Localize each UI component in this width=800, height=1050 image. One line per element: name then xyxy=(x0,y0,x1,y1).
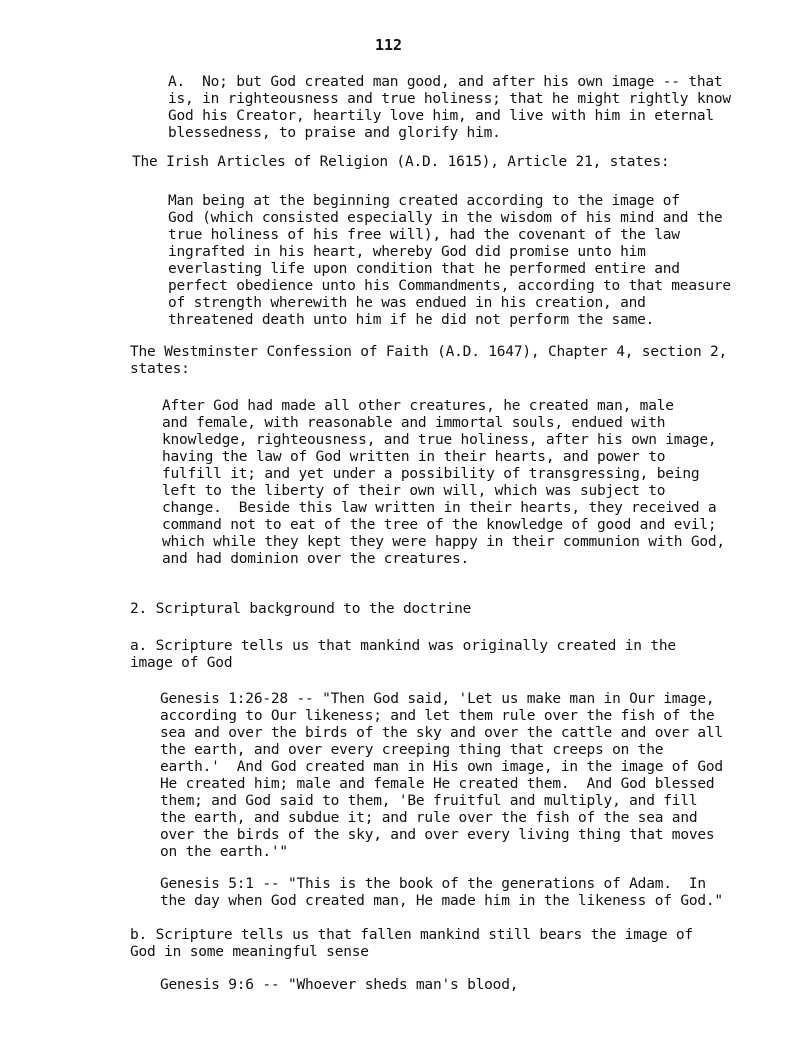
genesis-5-quote: Genesis 5:1 -- "This is the book of the generations of Adam. In the day when God created man, He made him in the likeness of God." xyxy=(160,876,723,909)
point-a: a. Scripture tells us that mankind was originally created in the image of God xyxy=(130,638,676,671)
westminster-quote: After God had made all other creatures, he created man, male and female, with reasonable and immortal souls, endued with knowledge, righteousness, and true holiness, after his own image, having the law of God written in their hearts, and power to fulfill it; and yet under a possibility of transgressing, being left to the liberty of their own will, which was subject to change. Beside this law written in their hearts, they received a command not to eat of the tree of the knowledge of good and evil; which while they kept they were happy in their communion with God, and had dominion over the creatures. xyxy=(162,398,725,567)
point-b: b. Scripture tells us that fallen mankind still bears the image of God in some meaningful sense xyxy=(130,927,693,960)
irish-articles-quote: Man being at the beginning created according to the image of God (which consisted especially in the wisdom of his mind and the true holiness of his free will), had the covenant of the law ingrafted in his heart, whereby God did promise unto him everlasting life upon condition that he performed entire and perfect obedience unto his Commandments, according to that measure of strength wherewith he was endued in his creation, and threatened death unto him if he did not perform the same. xyxy=(168,193,731,328)
irish-articles-intro: The Irish Articles of Religion (A.D. 1615), Article 21, states: xyxy=(132,154,670,170)
genesis-1-quote: Genesis 1:26-28 -- "Then God said, 'Let us make man in Our image, according to Our likeness; and let them rule over the fish of the sea and over the birds of the sky and over the cattle and over all the earth, and over every creeping thing that creeps on the earth.' And God created man in His own image, in the image of God He created him; male and female He created them. And God blessed them; and God said to them, 'Be fruitful and multiply, and fill the earth, and subdue it; and rule over the fish of the sea and over the birds of the sky, and over every living thing that moves on the earth.'" xyxy=(160,691,723,860)
genesis-9-quote: Genesis 9:6 -- "Whoever sheds man's blood, xyxy=(160,977,519,993)
section-heading: 2. Scriptural background to the doctrine xyxy=(130,601,472,617)
catechism-answer: A. No; but God created man good, and after his own image -- that is, in righteousness and true holiness; that he might rightly know God his Creator, heartily love him, and live with him in eternal blessedness, to praise and glorify him. xyxy=(168,74,731,141)
westminster-intro: The Westminster Confession of Faith (A.D. 1647), Chapter 4, section 2, states: xyxy=(130,344,728,377)
page-number: 112 xyxy=(375,36,403,54)
